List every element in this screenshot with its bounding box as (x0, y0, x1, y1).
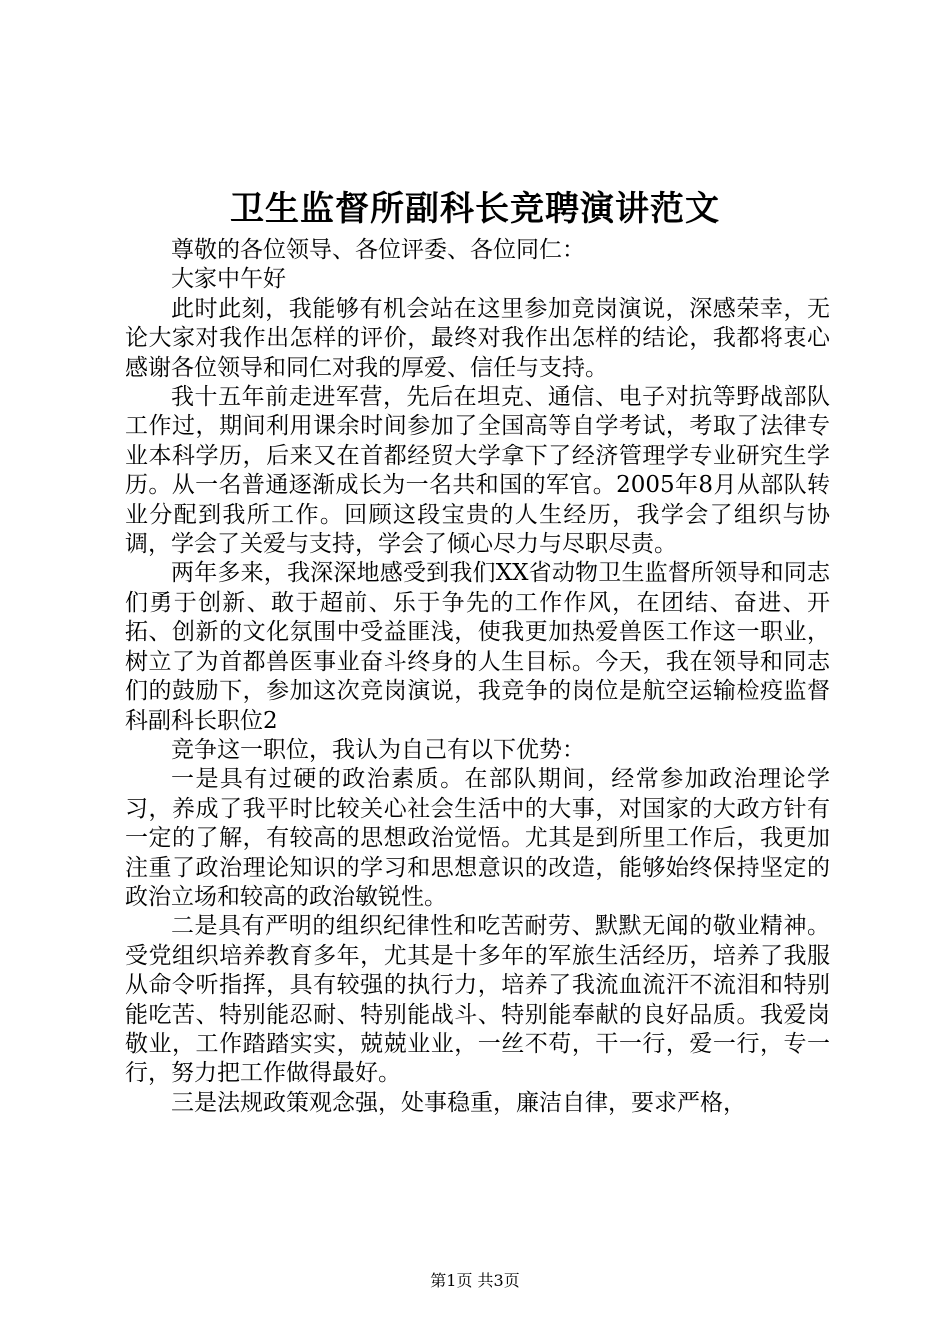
document-body (125, 236, 830, 1118)
intro-paragraph: 此时此刻，我能够有机会站在这里参加竞岗演说，深感荣幸，无论大家对我作出怎样的评价，最终对我作出怎样的结论，我都将衷心感谢各位领导和同仁对我的厚爱、信任与支持。 (125, 295, 830, 381)
motivation-paragraph: 两年多来，我深深地感受到我们XX省动物卫生监督所领导和同志们勇于创新、敢于超前、乐于争先的工作作风，在团结、奋进、开拓、创新的文化氛围中受益匪浅，使我更加热爱兽医工作这一职业，树立了为首都兽医事业奋斗终身的人生目标。今天，我在领导和同志们的鼓励下，参加这次竞岗演说，我竞争的岗位是航空运输检疫监督科副科长职位2 (125, 560, 830, 734)
document-title: 卫生监督所副科长竞聘演讲范文 (230, 189, 720, 229)
background-paragraph: 我十五年前走进军营，先后在坦克、通信、电子对抗等野战部队工作过，期间利用课余时间参加了全国高等自学考试，考取了法律专业本科学历，后来又在首都经贸大学拿下了经济管理学专业研究生学历。从一名普通逐渐成长为一名共和国的军官。2005年8月从部队转业分配到我所工作。回顾这段宝贵的人生经历，我学会了组织与协调，学会了关爱与支持，学会了倾心尽力与尽职尽责。 (125, 384, 830, 558)
advantage-three-paragraph: 三是法规政策观念强，处事稳重，廉洁自律，要求严格， (171, 1089, 746, 1116)
salutation-paragraph: 尊敬的各位领导、各位评委、各位同仁： (171, 237, 585, 263)
advantage-one-paragraph: 一是具有过硬的政治素质。在部队期间，经常参加政治理论学习，养成了我平时比较关心社会生活中的大事，对国家的大政方针有一定的了解，有较高的思想政治觉悟。尤其是到所里工作后，我更加注重了政治理论知识的学习和思想意识的改造，能够始终保持坚定的政治立场和较高的政治敏锐性。 (125, 766, 830, 910)
page-number-footer: 第1页 共3页 (430, 1271, 520, 1290)
advantages-intro-paragraph: 竞争这一职位，我认为自己有以下优势： (171, 736, 585, 763)
advantage-two-paragraph: 二是具有严明的组织纪律性和吃苦耐劳、默默无闻的敬业精神。受党组织培养教育多年，尤其是十多年的军旅生活经历，培养了我服从命令听指挥，具有较强的执行力，培养了我流血流汗不流泪和特别能吃苦、特别能忍耐、特别能战斗、特别能奉献的良好品质。我爱岗敬业，工作踏踏实实，兢兢业业，一丝不苟，干一行，爱一行，专一行，努力把工作做得最好。 (125, 913, 830, 1087)
greeting-paragraph: 大家中午好 (171, 266, 286, 293)
